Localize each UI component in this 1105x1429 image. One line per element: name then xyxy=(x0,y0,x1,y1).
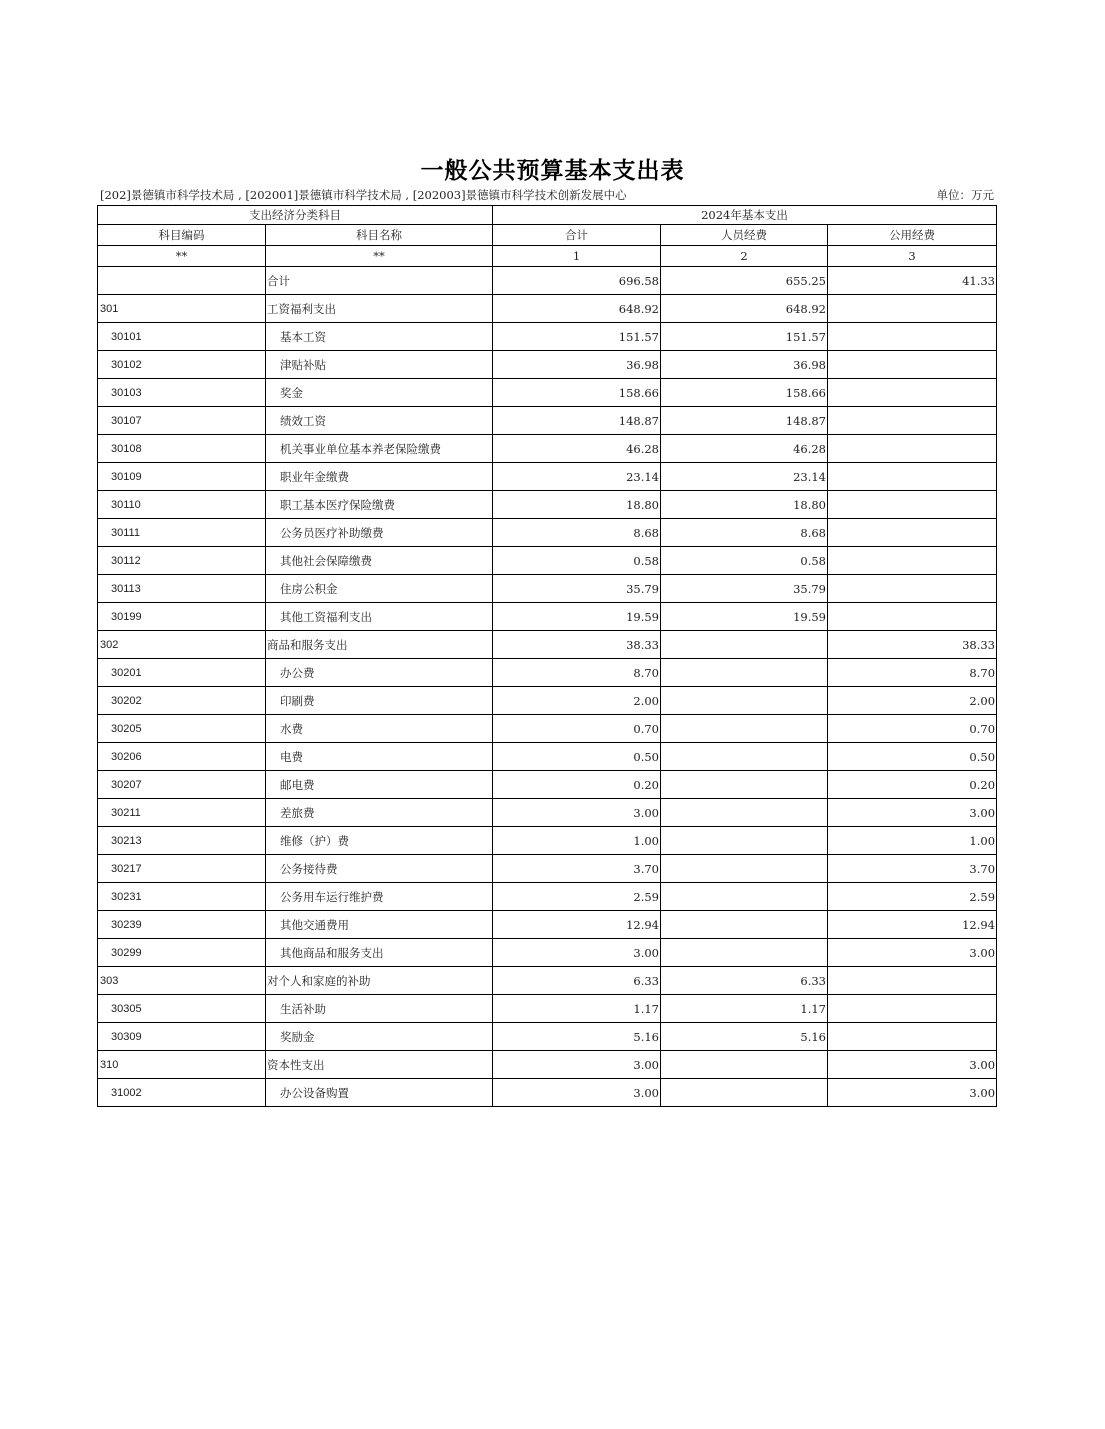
row-public: 8.70 xyxy=(828,659,997,687)
row-code: 30299 xyxy=(98,939,266,967)
header-total: 合计 xyxy=(493,225,661,246)
row-name: 住房公积金 xyxy=(266,575,493,603)
table-row xyxy=(98,939,997,967)
row-code: 302 xyxy=(98,631,266,659)
row-total: 38.33 xyxy=(493,631,661,659)
row-personnel: 46.28 xyxy=(661,435,828,463)
budget-table xyxy=(97,205,997,1107)
table-row xyxy=(98,323,997,351)
row-name: 绩效工资 xyxy=(266,407,493,435)
row-total: 3.00 xyxy=(493,799,661,827)
row-personnel xyxy=(661,771,828,799)
table-row xyxy=(98,603,997,631)
table-row xyxy=(98,659,997,687)
row-name: 公务用车运行维护费 xyxy=(266,883,493,911)
row-total: 148.87 xyxy=(493,407,661,435)
row-name: 资本性支出 xyxy=(266,1051,493,1079)
row-name: 津贴补贴 xyxy=(266,351,493,379)
row-personnel: 23.14 xyxy=(661,463,828,491)
row-total: 3.00 xyxy=(493,939,661,967)
row-code: 30202 xyxy=(98,687,266,715)
row-personnel: 18.80 xyxy=(661,491,828,519)
row-public: 3.00 xyxy=(828,799,997,827)
row-personnel xyxy=(661,631,828,659)
index-personnel: 2 xyxy=(661,246,828,267)
row-total: 1.17 xyxy=(493,995,661,1023)
table-row xyxy=(98,519,997,547)
row-personnel: 1.17 xyxy=(661,995,828,1023)
row-public: 0.50 xyxy=(828,743,997,771)
row-code: 301 xyxy=(98,295,266,323)
row-personnel: 35.79 xyxy=(661,575,828,603)
row-code: 303 xyxy=(98,967,266,995)
row-public xyxy=(828,547,997,575)
row-code: 30102 xyxy=(98,351,266,379)
row-personnel xyxy=(661,855,828,883)
row-total: 5.16 xyxy=(493,1023,661,1051)
table-row xyxy=(98,995,997,1023)
table-row xyxy=(98,855,997,883)
row-personnel: 648.92 xyxy=(661,295,828,323)
row-total: 3.00 xyxy=(493,1051,661,1079)
row-code: 30112 xyxy=(98,547,266,575)
row-name: 维修（护）费 xyxy=(266,827,493,855)
row-public: 0.70 xyxy=(828,715,997,743)
table-row xyxy=(98,435,997,463)
table-row xyxy=(98,883,997,911)
table-row xyxy=(98,407,997,435)
row-public xyxy=(828,351,997,379)
row-public xyxy=(828,323,997,351)
row-public xyxy=(828,519,997,547)
index-total: 1 xyxy=(493,246,661,267)
table-row xyxy=(98,1023,997,1051)
row-total: 0.20 xyxy=(493,771,661,799)
row-code: 30207 xyxy=(98,771,266,799)
row-code: 30217 xyxy=(98,855,266,883)
table-row xyxy=(98,547,997,575)
row-total: 35.79 xyxy=(493,575,661,603)
table-row xyxy=(98,743,997,771)
budget-table-body xyxy=(98,206,997,1107)
row-total: 6.33 xyxy=(493,967,661,995)
row-total: 0.70 xyxy=(493,715,661,743)
table-row xyxy=(98,967,997,995)
row-personnel: 158.66 xyxy=(661,379,828,407)
row-public xyxy=(828,575,997,603)
table-row xyxy=(98,911,997,939)
row-public: 12.94 xyxy=(828,911,997,939)
row-personnel: 8.68 xyxy=(661,519,828,547)
row-name: 水费 xyxy=(266,715,493,743)
row-public xyxy=(828,603,997,631)
row-total: 158.66 xyxy=(493,379,661,407)
row-total: 2.00 xyxy=(493,687,661,715)
row-public xyxy=(828,463,997,491)
row-personnel xyxy=(661,715,828,743)
row-code: 30305 xyxy=(98,995,266,1023)
header-row-index xyxy=(98,246,997,267)
total-code xyxy=(98,267,266,295)
row-name: 其他商品和服务支出 xyxy=(266,939,493,967)
row-total: 3.70 xyxy=(493,855,661,883)
row-code: 30111 xyxy=(98,519,266,547)
index-name: ** xyxy=(266,246,493,267)
row-personnel xyxy=(661,659,828,687)
table-row xyxy=(98,463,997,491)
table-row xyxy=(98,575,997,603)
row-code: 310 xyxy=(98,1051,266,1079)
row-personnel xyxy=(661,687,828,715)
table-row xyxy=(98,687,997,715)
row-name: 其他交通费用 xyxy=(266,911,493,939)
row-name: 工资福利支出 xyxy=(266,295,493,323)
row-name: 职工基本医疗保险缴费 xyxy=(266,491,493,519)
table-row xyxy=(98,715,997,743)
table-row xyxy=(98,799,997,827)
row-personnel xyxy=(661,743,828,771)
row-public xyxy=(828,491,997,519)
header-name: 科目名称 xyxy=(266,225,493,246)
row-personnel xyxy=(661,1051,828,1079)
row-code: 30213 xyxy=(98,827,266,855)
row-public: 1.00 xyxy=(828,827,997,855)
row-code: 30201 xyxy=(98,659,266,687)
row-total: 12.94 xyxy=(493,911,661,939)
header-public: 公用经费 xyxy=(828,225,997,246)
row-code: 31002 xyxy=(98,1079,266,1107)
index-public: 3 xyxy=(828,246,997,267)
row-public: 3.00 xyxy=(828,1051,997,1079)
row-total: 18.80 xyxy=(493,491,661,519)
row-personnel xyxy=(661,1079,828,1107)
unit-label: 单位：万元 xyxy=(936,188,994,202)
row-total: 8.70 xyxy=(493,659,661,687)
row-personnel: 148.87 xyxy=(661,407,828,435)
row-name: 差旅费 xyxy=(266,799,493,827)
row-total: 0.58 xyxy=(493,547,661,575)
total-personnel: 655.25 xyxy=(661,267,828,295)
header-group-right: 2024年基本支出 xyxy=(493,206,997,225)
row-total: 151.57 xyxy=(493,323,661,351)
row-code: 30309 xyxy=(98,1023,266,1051)
row-public: 2.59 xyxy=(828,883,997,911)
row-code: 30113 xyxy=(98,575,266,603)
row-public: 0.20 xyxy=(828,771,997,799)
row-code: 30101 xyxy=(98,323,266,351)
row-public xyxy=(828,435,997,463)
row-name: 办公费 xyxy=(266,659,493,687)
row-public: 3.00 xyxy=(828,939,997,967)
row-code: 30199 xyxy=(98,603,266,631)
row-name: 公务员医疗补助缴费 xyxy=(266,519,493,547)
row-name: 电费 xyxy=(266,743,493,771)
row-name: 对个人和家庭的补助 xyxy=(266,967,493,995)
row-code: 30109 xyxy=(98,463,266,491)
row-total: 648.92 xyxy=(493,295,661,323)
row-name: 办公设备购置 xyxy=(266,1079,493,1107)
row-total: 46.28 xyxy=(493,435,661,463)
row-code: 30206 xyxy=(98,743,266,771)
table-row xyxy=(98,1051,997,1079)
row-public: 38.33 xyxy=(828,631,997,659)
row-public: 3.00 xyxy=(828,1079,997,1107)
table-row xyxy=(98,379,997,407)
total-total: 696.58 xyxy=(493,267,661,295)
row-personnel: 0.58 xyxy=(661,547,828,575)
table-row xyxy=(98,491,997,519)
row-name: 邮电费 xyxy=(266,771,493,799)
row-total: 36.98 xyxy=(493,351,661,379)
row-personnel xyxy=(661,939,828,967)
row-name: 职业年金缴费 xyxy=(266,463,493,491)
header-code: 科目编码 xyxy=(98,225,266,246)
row-code: 30103 xyxy=(98,379,266,407)
row-total: 3.00 xyxy=(493,1079,661,1107)
row-code: 30108 xyxy=(98,435,266,463)
row-public xyxy=(828,295,997,323)
row-personnel: 6.33 xyxy=(661,967,828,995)
header-row-group xyxy=(98,206,997,225)
row-total: 19.59 xyxy=(493,603,661,631)
row-personnel xyxy=(661,799,828,827)
row-personnel: 36.98 xyxy=(661,351,828,379)
row-public xyxy=(828,995,997,1023)
row-name: 商品和服务支出 xyxy=(266,631,493,659)
header-group-left: 支出经济分类科目 xyxy=(98,206,493,225)
table-row xyxy=(98,351,997,379)
row-public xyxy=(828,1023,997,1051)
unit-subtitle: [202]景德镇市科学技术局 , [202001]景德镇市科学技术局 , [202003]景德镇市科学技术创新发展中心 xyxy=(100,188,627,202)
row-name: 印刷费 xyxy=(266,687,493,715)
header-personnel: 人员经费 xyxy=(661,225,828,246)
table-row xyxy=(98,827,997,855)
row-total: 2.59 xyxy=(493,883,661,911)
row-total: 23.14 xyxy=(493,463,661,491)
row-personnel: 5.16 xyxy=(661,1023,828,1051)
row-code: 30110 xyxy=(98,491,266,519)
row-name: 生活补助 xyxy=(266,995,493,1023)
row-name: 奖金 xyxy=(266,379,493,407)
row-name: 其他工资福利支出 xyxy=(266,603,493,631)
index-code: ** xyxy=(98,246,266,267)
table-row xyxy=(98,771,997,799)
total-row xyxy=(98,267,997,295)
header-row-columns xyxy=(98,225,997,246)
row-name: 其他社会保障缴费 xyxy=(266,547,493,575)
row-code: 30107 xyxy=(98,407,266,435)
row-public xyxy=(828,379,997,407)
row-personnel xyxy=(661,911,828,939)
row-public: 3.70 xyxy=(828,855,997,883)
row-personnel: 151.57 xyxy=(661,323,828,351)
row-name: 机关事业单位基本养老保险缴费 xyxy=(266,435,493,463)
total-public: 41.33 xyxy=(828,267,997,295)
row-public xyxy=(828,407,997,435)
row-personnel: 19.59 xyxy=(661,603,828,631)
row-personnel xyxy=(661,827,828,855)
page-title: 一般公共预算基本支出表 xyxy=(420,157,685,184)
row-code: 30231 xyxy=(98,883,266,911)
row-total: 1.00 xyxy=(493,827,661,855)
row-name: 基本工资 xyxy=(266,323,493,351)
row-public xyxy=(828,967,997,995)
row-total: 8.68 xyxy=(493,519,661,547)
row-code: 30211 xyxy=(98,799,266,827)
row-name: 奖励金 xyxy=(266,1023,493,1051)
row-public: 2.00 xyxy=(828,687,997,715)
table-row xyxy=(98,295,997,323)
row-code: 30205 xyxy=(98,715,266,743)
table-row xyxy=(98,1079,997,1107)
table-row xyxy=(98,631,997,659)
row-personnel xyxy=(661,883,828,911)
row-total: 0.50 xyxy=(493,743,661,771)
total-name: 合计 xyxy=(266,267,493,295)
row-name: 公务接待费 xyxy=(266,855,493,883)
row-code: 30239 xyxy=(98,911,266,939)
